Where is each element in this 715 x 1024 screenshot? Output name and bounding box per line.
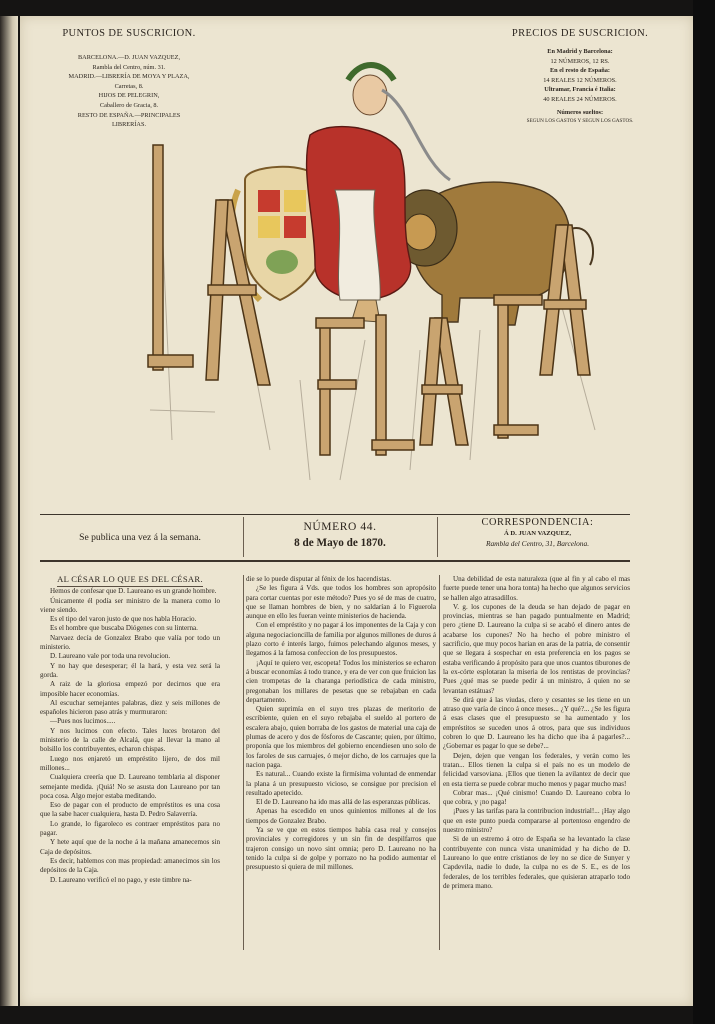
paragraph: die se lo puede disputar al fénix de los hacendistas.	[246, 575, 391, 583]
issue-info	[240, 521, 440, 549]
paragraph: V. g. los cupones de la deuda se han dejado de pagar en provincias, mientras se han pagado puntualmente en Madrid; pero ¿tiene D. Laureano la culpa si se acabó el dinero antes de acabarse los cupones? No ha hecho el pobre ministro el sacrificio, que muy pocos harian en aras de la patria, de consentir que se llegara á sospechar en esta preferencia en los pagos se estaba verificando á propósito para que unos cuantos tiburones de la ex-córte esplotaran la miseria de los rentistas de provincias? Pues ¿qué mas se puede pedir á un ministro, á quien no se levantan estátuas?	[443, 602, 630, 695]
article-column-1	[40, 575, 220, 885]
subscription-line: Caballero de Gracia, 8.	[99, 101, 159, 109]
paragraph: Únicamente él podía ser ministro de la manera como lo viene siendo.	[40, 596, 220, 614]
paragraph: Se dirá que á las viudas, clero y cesantes se les tiene en un atraso que varía de cinco á once meses... ¿Y qué?... ¿Se les figura á esas clases que el presupuesto se ha aumentado y los empréstitos se suceden unos á otros, para que sus individuos cobren lo que D. Laureano les ha dicho que iba á pagarles?... ¿Gobernar es pagar lo que se debe?...	[443, 695, 630, 751]
subscription-line: HIJOS DE PELEGRIN,	[98, 92, 160, 100]
correspondence	[440, 517, 635, 548]
paragraph: Si de un estremo á otro de España se ha levantado la clase contribuyente con nunca vista unanimidad y ha dicho de D. Laureano lo que entre cristianos de ley no se dice de Sunyer y Capdevila, nadie lo dude, la culpa no es de S. E., es de los federales, de los terribles federales, que quisieran atraparlo todo de primera mano.	[443, 835, 630, 890]
paragraph: Es natural... Cuando existe la firmísima voluntad de enmendar la plana á un presupuesto vicioso, se consigue por precision el resultado apetecido.	[246, 770, 436, 797]
prices-line: En el resto de España:	[549, 67, 611, 75]
paragraph: Dejen, dejen que vengan los federales, y verán como les tratan... Ellos tienen la culpa si el país no es un modelo de felicidad varsoviana. ¡Ellos que tienen la avilantez de decir que en esta tierra se puede cobrar mucho menos y pagar mucho mas!	[443, 751, 630, 788]
paragraph: D. Laureano verificó el no pago, y este timbre na-	[50, 875, 192, 884]
subscription-line: BARCELONA.—D. JUAN VAZQUEZ,	[77, 54, 181, 61]
paragraph: ¡Aquí te quiero ver, escopeta! Todos los ministerios se echaron á buscar economías á todo trance, y era de ver con que fruicion las cien trompetas de la charanga periodística de cada ministro, pregonaban los millares de pesetas que se rebajaban en cada departamento.	[246, 658, 436, 704]
prices-line: 40 REALES 24 NÚMEROS.	[543, 95, 617, 103]
correspondence-address: Rambla del Centro, 31, Barcelona.	[485, 539, 590, 548]
scan-background	[693, 0, 715, 1024]
correspondence-name: Á D. JUAN VAZQUEZ,	[504, 530, 571, 537]
masthead-top-rule	[40, 514, 630, 515]
paragraph: Cualquiera creería que D. Laureano temblaria al disponer semejante medida. ¡Quiá! No se asusta don Laureano por tan poca cosa. Algo mejor estaba meditando.	[40, 773, 220, 800]
paragraph: Hemos de confesar que D. Laureano es un grande hombre.	[50, 587, 217, 596]
paragraph: Narvaez decía de Gonzalez Brabo que valía por todo un ministerio.	[40, 633, 220, 652]
paragraph: Y no hay que desesperar; él la hará, y esta vez será la gorda.	[40, 661, 220, 679]
subscription-line: Carretas, 8.	[114, 82, 144, 90]
masthead-bottom-rule	[40, 560, 630, 562]
paragraph: Cobrar mas... ¡Qué cinismo! Cuando D. Laureano cobra lo que cobra, y ¡no paga!	[443, 788, 630, 807]
subscription-line: RESTO DE ESPAÑA.—PRINCIPALES	[77, 111, 181, 119]
paragraph: Es decir, hablemos con mas propiedad: amanecimos sin los depósitos de la Caja.	[40, 856, 220, 875]
prices-line: Ultramar, Francia é Italia:	[544, 86, 616, 94]
paragraph: Ya se ve que en estos tiempos había casa real y consejos provinciales y corregidores y un sin fin de despilfarros que trajeron consigo un novo sint omnia; pero D. Laureano no ha tenido la culpa si de golpe y porrazo no ha podido aumentar el presupuesto si quiera de mil millones.	[246, 826, 436, 872]
prices-line: 14 REALES 12 NÚMEROS.	[543, 76, 617, 84]
page-binding-edge	[0, 16, 18, 1006]
paragraph: Con el empréstito y no pagar á los imponentes de la Caja y con alguna negociacioncilla de familia por algunos millones de duros á plazo corto é interés largo, fuimos pelechando algunos meses, y llegamos á la famosa confeccion de los presupuestos.	[246, 621, 436, 658]
prices-line: Números sueltos:	[556, 108, 604, 116]
paragraph: Luego nos enjaretó un empréstito lijero, de dos mil millones...	[40, 754, 220, 772]
subscription-title: PUNTOS DE SUSCRICION.	[62, 28, 196, 39]
prices-line: En Madrid y Barcelona:	[547, 48, 613, 55]
issue-date: 8 de Mayo de 1870.	[294, 537, 386, 549]
paragraph: Es el tipo del varon justo de que nos habla Horacio.	[50, 615, 197, 624]
subscription-line: LIBRERÍAS.	[111, 121, 147, 129]
publication-frequency: Se publica una vez á la semana.	[79, 532, 201, 543]
paragraph: Lo grande, lo figaroleco es contraer empréstitos para no pagar.	[40, 819, 220, 838]
prices-title: PRECIOS DE SUSCRICION.	[511, 28, 649, 39]
issue-number: NÚMERO 44.	[303, 521, 377, 533]
paragraph: Al escuchar semejantes palabras, diez y seis millones de españoles hicieron paso atrás y murmuraron:	[40, 698, 220, 717]
paragraph: —Pues nos lucimos.....	[50, 717, 116, 726]
article-title: AL CÉSAR LO QUE ES DEL CÉSAR.	[57, 575, 203, 587]
article-title-wrap	[40, 575, 220, 587]
paragraph: El de D. Laureano ha ido mas allá de las esperanzas públicas.	[256, 798, 431, 807]
paragraph: ¿Se les figura á Vds. que todos los hombres son apropósito para cortar cuentas por este método? Pues yo sé de mas de cuatro, que se llaman hombres de bien, y no saldarían á lo Figuerola aunque en ello les fueran veinte ministerios de hacienda.	[246, 584, 436, 621]
prices-line: 12 NÚMEROS, 12 RS.	[550, 57, 610, 65]
paragraph: Una debilidad de esta naturaleza (que al fin y al cabo el mas fuerte puede tener una hora tonta) ha hecho que algunos servicios se hallen algo atrasadillos.	[443, 575, 630, 602]
masthead-illustration	[120, 50, 600, 490]
paragraph: ¡Pues y las tarifas para la contribucion industrial!... ¡Hay algo que en este punto pueda compararse al portentoso engendro de nuestro ministro?	[443, 807, 630, 835]
article-column-2	[246, 575, 436, 873]
paragraph: D. Laureano vale por toda una revolucion.	[50, 652, 171, 661]
paragraph: A raiz de la gloriosa empezó por decirnos que era imposible hacer economías.	[40, 680, 220, 698]
subscription-line: MADRID.—LIBRERÍA DE MOYA Y PLAZA,	[68, 73, 190, 81]
column-divider	[243, 575, 244, 950]
paragraph: Eso de pagar con el producto de empréstitos es una cosa que la sabe hacer cualquiera, hasta D. Pedro Salaverría.	[40, 801, 220, 819]
paragraph: Apenas ha escedido en unos quinientos millones al de los tiempos de Gonzalez Brabo.	[246, 807, 436, 825]
subscription-line: Rambla del Centro, núm. 31.	[92, 63, 166, 71]
article-column-3	[443, 575, 630, 891]
paragraph: Quien suprimía en el suyo tres plazas de meritorio de escribiente, quien en el suyo rebajaba el sueldo al portero de escalera abajo, quien borraba de los gastos de material una caja de plumas de acero y dos de fósforos de Cascante; quien, por último, proponía que los miembros del gobierno encendiesen uno solo de los faroles de sus carruajes, ó mejor dicho, de los carruajes que la nacion paga.	[246, 705, 436, 769]
paragraph: Es el hombre que buscaba Diógenes con su linterna.	[50, 624, 198, 633]
column-divider	[439, 575, 440, 950]
paragraph: Y nos lucimos con efecto. Tales luces brotaron del ministerio de la calle de Alcalá, que al llevar la mano al bolsillo los contribuyentes, echaron chispas.	[40, 726, 220, 754]
prices-line: SEGUN LOS GASTOS Y SEGUN LOS GASTOS.	[526, 118, 634, 125]
paragraph: Y hete aquí que de la noche á la mañana amanecemos sin Caja de depósitos.	[40, 838, 220, 856]
correspondence-title: CORRESPONDENCIA:	[481, 517, 594, 528]
